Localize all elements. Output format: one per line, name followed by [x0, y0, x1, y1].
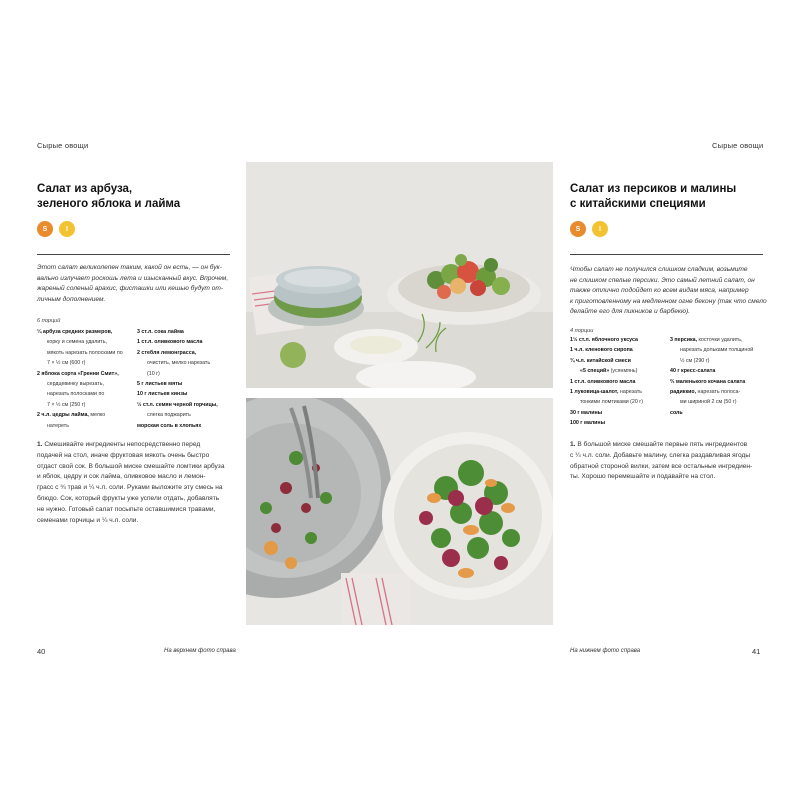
step-line: грасс с ¾ трав и ¼ ч.л. соли. Руками выложите эту смесь на	[37, 484, 223, 492]
ingredient-line	[37, 389, 133, 399]
step-line: ты. Хорошо перемешайте и подавайте на стол.	[570, 473, 716, 481]
step-line: блюдо. Сок, который фрукты уже успели отдать, добавлять	[37, 494, 220, 502]
ingredients-col1-left	[37, 327, 133, 431]
step-number: 1.	[37, 441, 43, 448]
intro-line: Этот салат великолепен таким, какой он есть, — он бук-	[37, 264, 222, 271]
photo-caption-left: На верхнем фото справа	[164, 648, 236, 654]
ingredient-line	[137, 410, 237, 420]
ingredient-line	[137, 348, 237, 358]
ingredient-line	[670, 377, 770, 387]
page-number-right: 41	[752, 647, 761, 656]
step-number: 1.	[570, 441, 576, 448]
ingredient-name: 30 г малины	[570, 409, 603, 416]
recipe-intro-right	[570, 265, 770, 318]
photo-top-watermelon-salad	[246, 162, 553, 388]
step-line: подачей на стол, иначе фруктовая мякоть очень быстро	[37, 451, 210, 459]
servings-right: 4 порции	[570, 328, 594, 334]
divider-left	[37, 254, 230, 255]
ingredient-note: (усянмянь)	[609, 368, 638, 375]
ingredient-line	[570, 335, 666, 345]
ingredient-line	[670, 335, 770, 345]
ingredient-line	[37, 358, 133, 368]
divider-right	[570, 254, 763, 255]
step-line: с ¼ ч.л. соли. Добавьте малину, слегка раздавливая ягоды	[570, 451, 751, 459]
photo-caption-right: На нижнем фото справа	[570, 648, 641, 654]
ingredient-line	[670, 356, 770, 366]
ingredient-name: ½ ст.л. семян черной горчицы,	[137, 401, 218, 408]
ingredient-note: нарезать дольками толщиной	[680, 347, 754, 354]
ingredient-line	[137, 337, 237, 347]
ingredient-note: ми шириной 2 см (50 г)	[680, 399, 737, 406]
ingredient-name: ¾ ч.л. китайской смеси	[570, 357, 631, 364]
recipe-title-line2: зеленого яблока и лайма	[37, 198, 181, 210]
ingredient-name: 1 ст.л. оливкового масла	[137, 339, 203, 346]
ingredient-name: морская соль в хлопьях	[137, 422, 202, 429]
ingredient-line	[137, 327, 237, 337]
ingredient-line	[570, 387, 666, 397]
method-step-left	[37, 440, 237, 526]
ingredient-name: 2 ч.л. цедры лайма,	[37, 412, 89, 419]
ingredient-name: 1½ ст.л. яблочного уксуса	[570, 337, 638, 343]
recipe-title-right	[570, 182, 736, 212]
recipe-title-line2: с китайскими специями	[570, 198, 706, 210]
ingredient-line	[570, 366, 666, 376]
intro-line: также отлично подойдет ко всем видам мяса, например	[570, 287, 749, 295]
ingredient-line	[570, 397, 666, 407]
ingredient-line	[37, 337, 133, 347]
ingredient-note: ½ см (290 г)	[680, 357, 710, 364]
ingredient-line	[37, 379, 133, 389]
badge-i-left: I	[59, 221, 75, 237]
ingredient-note: сердцевинку вырезать,	[47, 381, 104, 388]
section-title-right: Сырые овощи	[712, 141, 764, 150]
badge-s-left: S	[37, 221, 53, 237]
ingredient-name: соль	[670, 409, 683, 416]
ingredient-name: 3 персика,	[670, 337, 698, 343]
intro-line: жареный соленый арахис, фисташки или кешью будут от-	[37, 285, 224, 293]
ingredient-name: 1 ч.л. кленового сиропа	[570, 347, 633, 354]
ingredient-note: 7 × ½ см (250 г)	[47, 401, 86, 408]
ingredient-line	[570, 356, 666, 366]
ingredient-name: 2 стебля лемонграсса,	[137, 349, 197, 356]
ingredients-col2-left	[137, 327, 237, 431]
ingredient-name: «5 специй»	[580, 368, 610, 375]
recipe-title-line1: Салат из персиков и малины	[570, 183, 737, 195]
intro-line: делайте его для пикников и барбекю).	[570, 308, 690, 316]
ingredient-line	[37, 400, 133, 410]
step-line: Смешивайте ингредиенты непосредственно перед	[42, 441, 201, 448]
ingredient-note: 7 × ½ см (600 г)	[47, 360, 86, 367]
badge-s-right: S	[570, 221, 586, 237]
ingredient-note: корку и семена удалить,	[47, 339, 107, 346]
ingredient-line	[670, 408, 770, 418]
ingredient-note: тонкими ломтиками (20 г)	[580, 399, 643, 406]
step-line: семенами горчицы и ¼ ч.л. соли.	[37, 516, 139, 524]
ingredient-line	[670, 345, 770, 355]
ingredient-note: мякоть нарезать полосками по	[47, 349, 123, 356]
ingredient-note: натереть	[47, 422, 69, 429]
step-line: не нужно. Готовый салат посыпьте оставшимися травами,	[37, 505, 216, 513]
ingredient-name: 3 ст.л. сока лайма	[137, 329, 184, 335]
ingredient-note: мелко	[88, 412, 106, 419]
ingredient-name: 40 г кресс-салата	[670, 368, 716, 375]
ingredient-line	[670, 366, 770, 376]
ingredient-line	[670, 397, 770, 407]
page-number-left: 40	[37, 647, 46, 656]
ingredient-name: ¼ арбуза средних размеров,	[37, 329, 113, 335]
ingredient-note: очистить, мелко нарезать	[147, 360, 211, 367]
step-line: отдаст свой сок. В большой миске смешайте ломтики арбуза	[37, 462, 225, 470]
step-line: В большой миске смешайте первые пять ингредиентов	[575, 441, 748, 448]
intro-line: личным дополнением.	[37, 295, 106, 303]
ingredient-name: ⅔ маленького кочана салата	[670, 378, 746, 385]
ingredient-note: нарезать полоса-	[696, 389, 741, 396]
recipe-title-line1: Салат из арбуза,	[37, 183, 133, 195]
intro-line: вально излучает роскошь лета и изысканный вкус. Впрочем,	[37, 274, 229, 282]
photo-bottom-peach-salad	[246, 398, 553, 625]
ingredient-line	[570, 345, 666, 355]
ingredient-line	[137, 421, 237, 431]
method-step-right	[570, 440, 770, 483]
ingredient-line	[37, 421, 133, 431]
ingredient-line	[670, 387, 770, 397]
ingredient-name: радиккио,	[670, 389, 697, 396]
ingredient-name: 5 г листьев мяты	[137, 381, 183, 388]
step-line: обратной стороной вилки, затем все остальные ингредиен-	[570, 462, 753, 470]
ingredient-line	[570, 408, 666, 418]
ingredient-line	[37, 369, 133, 379]
ingredient-line	[137, 379, 237, 389]
ingredient-line	[37, 327, 133, 337]
badge-i-right: I	[592, 221, 608, 237]
step-line: и яблок, цедру и сок лайма, оливковое масло и лемон-	[37, 473, 206, 481]
intro-line: к приготовленному на медленном огне бекону (так что смело	[570, 297, 767, 305]
ingredients-col1-right	[570, 335, 666, 429]
ingredient-name: 2 яблока сорта «Гренни Смит»,	[37, 370, 119, 377]
ingredient-note: нарезать	[618, 389, 643, 396]
recipe-intro-left	[37, 263, 237, 305]
ingredient-note: слегка поджарить	[147, 412, 191, 419]
ingredient-name: 1 луковица-шалот,	[570, 389, 619, 396]
ingredient-line	[37, 410, 133, 420]
intro-line: Чтобы салат не получился слишком сладким, возьмите	[570, 266, 748, 273]
intro-line: не слишком спелые персики. Это самый летний салат, он	[570, 276, 755, 284]
ingredient-line	[570, 377, 666, 387]
ingredient-note: нарезать полосками по	[47, 391, 105, 398]
ingredient-note: (10 г)	[147, 370, 160, 377]
ingredient-line	[37, 348, 133, 358]
ingredient-line	[570, 418, 666, 428]
ingredient-note: косточки удалить,	[697, 337, 743, 343]
ingredient-name: 10 г листьев кинзы	[137, 391, 188, 398]
ingredients-col2-right	[670, 335, 770, 418]
ingredient-line	[137, 369, 237, 379]
ingredient-line	[137, 358, 237, 368]
ingredient-name: 100 г малины	[570, 420, 606, 427]
recipe-title-left	[37, 182, 180, 212]
ingredient-name: 1 ст.л. оливкового масла	[570, 378, 636, 385]
section-title-left: Сырые овощи	[37, 141, 89, 150]
ingredient-line	[137, 389, 237, 399]
servings-left: 6 порций	[37, 318, 61, 324]
ingredient-line	[137, 400, 237, 410]
